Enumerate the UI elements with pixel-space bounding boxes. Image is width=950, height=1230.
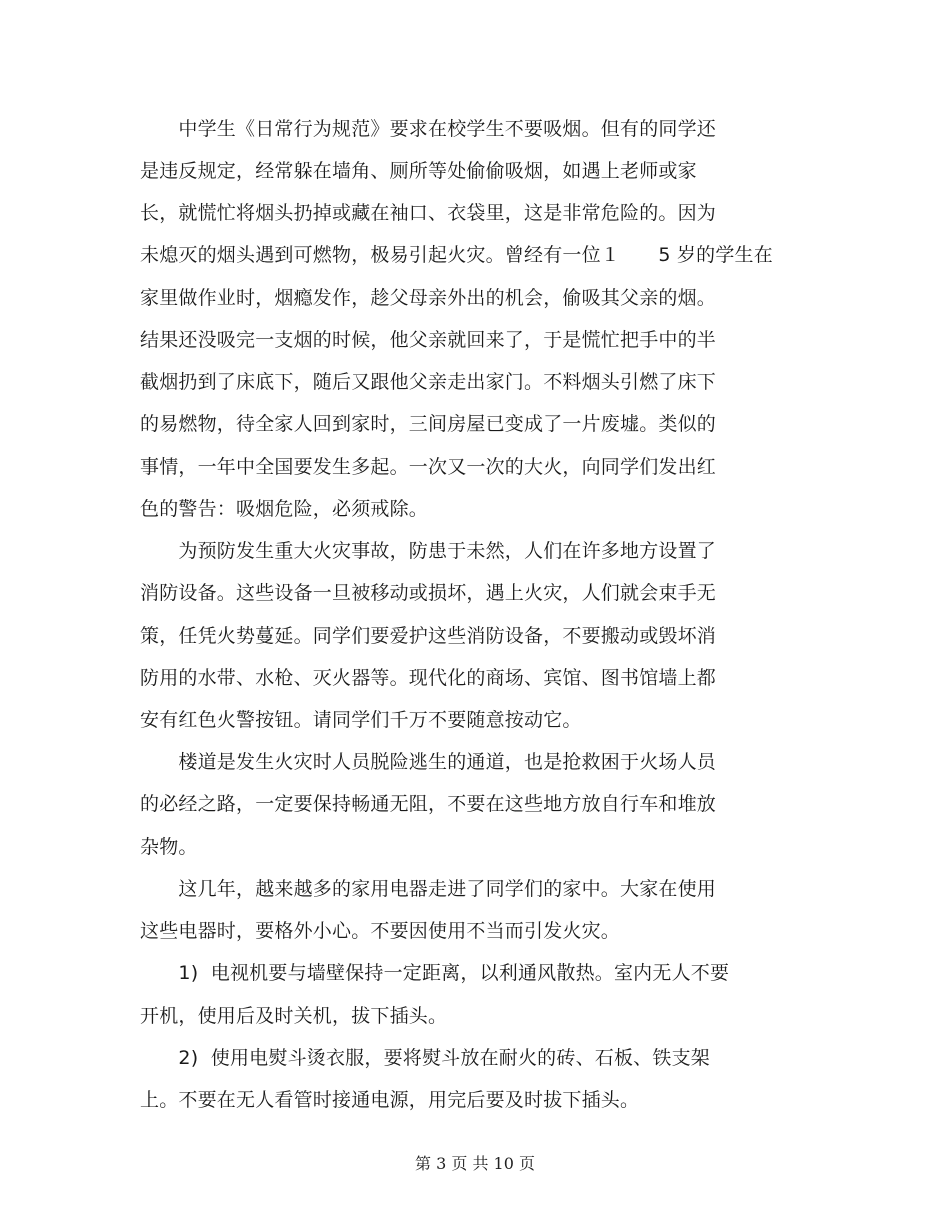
text-line: 的必经之路，一定要保持畅通无阻，不要在这些地方放自行车和堆放 [140,793,717,815]
text-line: 截烟扔到了床底下，随后又跟他父亲走出家门。不料烟头引燃了床下 [140,371,717,393]
page-number-footer: 第 3 页 共 10 页 [415,1154,535,1173]
text-line: 策，任凭火势蔓延。同学们要爱护这些消防设备，不要搬动或毁坏消 [140,625,717,647]
text-line: 结果还没吸完一支烟的时候，他父亲就回来了，于是慌忙把手中的半 [140,329,717,351]
text-line: 中学生《日常行为规范》要求在校学生不要吸烟。但有的同学还 [140,118,717,140]
text-line: 为预防发生重大火灾事故，防患于未然，人们在许多地方设置了 [140,540,717,562]
text-line: 1) 电视机要与墙壁保持一定距离，以利通风散热。室内无人不要 [140,962,730,984]
text-line: 这几年，越来越多的家用电器走进了同学们的家中。大家在使用 [140,878,717,900]
text-line: 防用的水带、水枪、灭火器等。现代化的商场、宾馆、图书馆墙上都 [140,667,717,689]
text-line: 2) 使用电熨斗烫衣服，要将熨斗放在耐火的砖、石板、铁支架 [140,1047,710,1069]
text-line: 事情，一年中全国要发生多起。一次又一次的大火，向同学们发出红 [140,456,717,478]
text-line: 未熄灭的烟头遇到可燃物，极易引起火灾。曾经有一位１ 5 岁的学生在 [140,244,773,266]
text-line: 的易燃物，待全家人回到家时，三间房屋已变成了一片废墟。类似的 [140,413,717,435]
text-line: 楼道是发生火灾时人员脱险逃生的通道，也是抢救困于火场人员 [140,751,717,773]
text-line: 色的警告：吸烟危险，必须戒除。 [140,498,429,520]
text-line: 开机，使用后及时关机，拔下插头。 [140,1005,448,1027]
text-line: 家里做作业时，烟瘾发作，趁父母亲外出的机会，偷吸其父亲的烟。 [140,287,717,309]
text-line: 杂物。 [140,836,198,858]
text-line: 安有红色火警按钮。请同学们千万不要随意按动它。 [140,709,582,731]
text-line: 长，就慌忙将烟头扔掉或藏在袖口、衣袋里，这是非常危险的。因为 [140,202,717,224]
text-line: 消防设备。这些设备一旦被移动或损坏，遇上火灾，人们就会束手无 [140,582,717,604]
text-line: 是违反规定，经常躲在墙角、厕所等处偷偷吸烟，如遇上老师或家 [140,160,697,182]
text-line: 上。不要在无人看管时接通电源，用完后要及时拔下插头。 [140,1089,640,1111]
text-line: 这些电器时，要格外小心。不要因使用不当而引发火灾。 [140,920,621,942]
